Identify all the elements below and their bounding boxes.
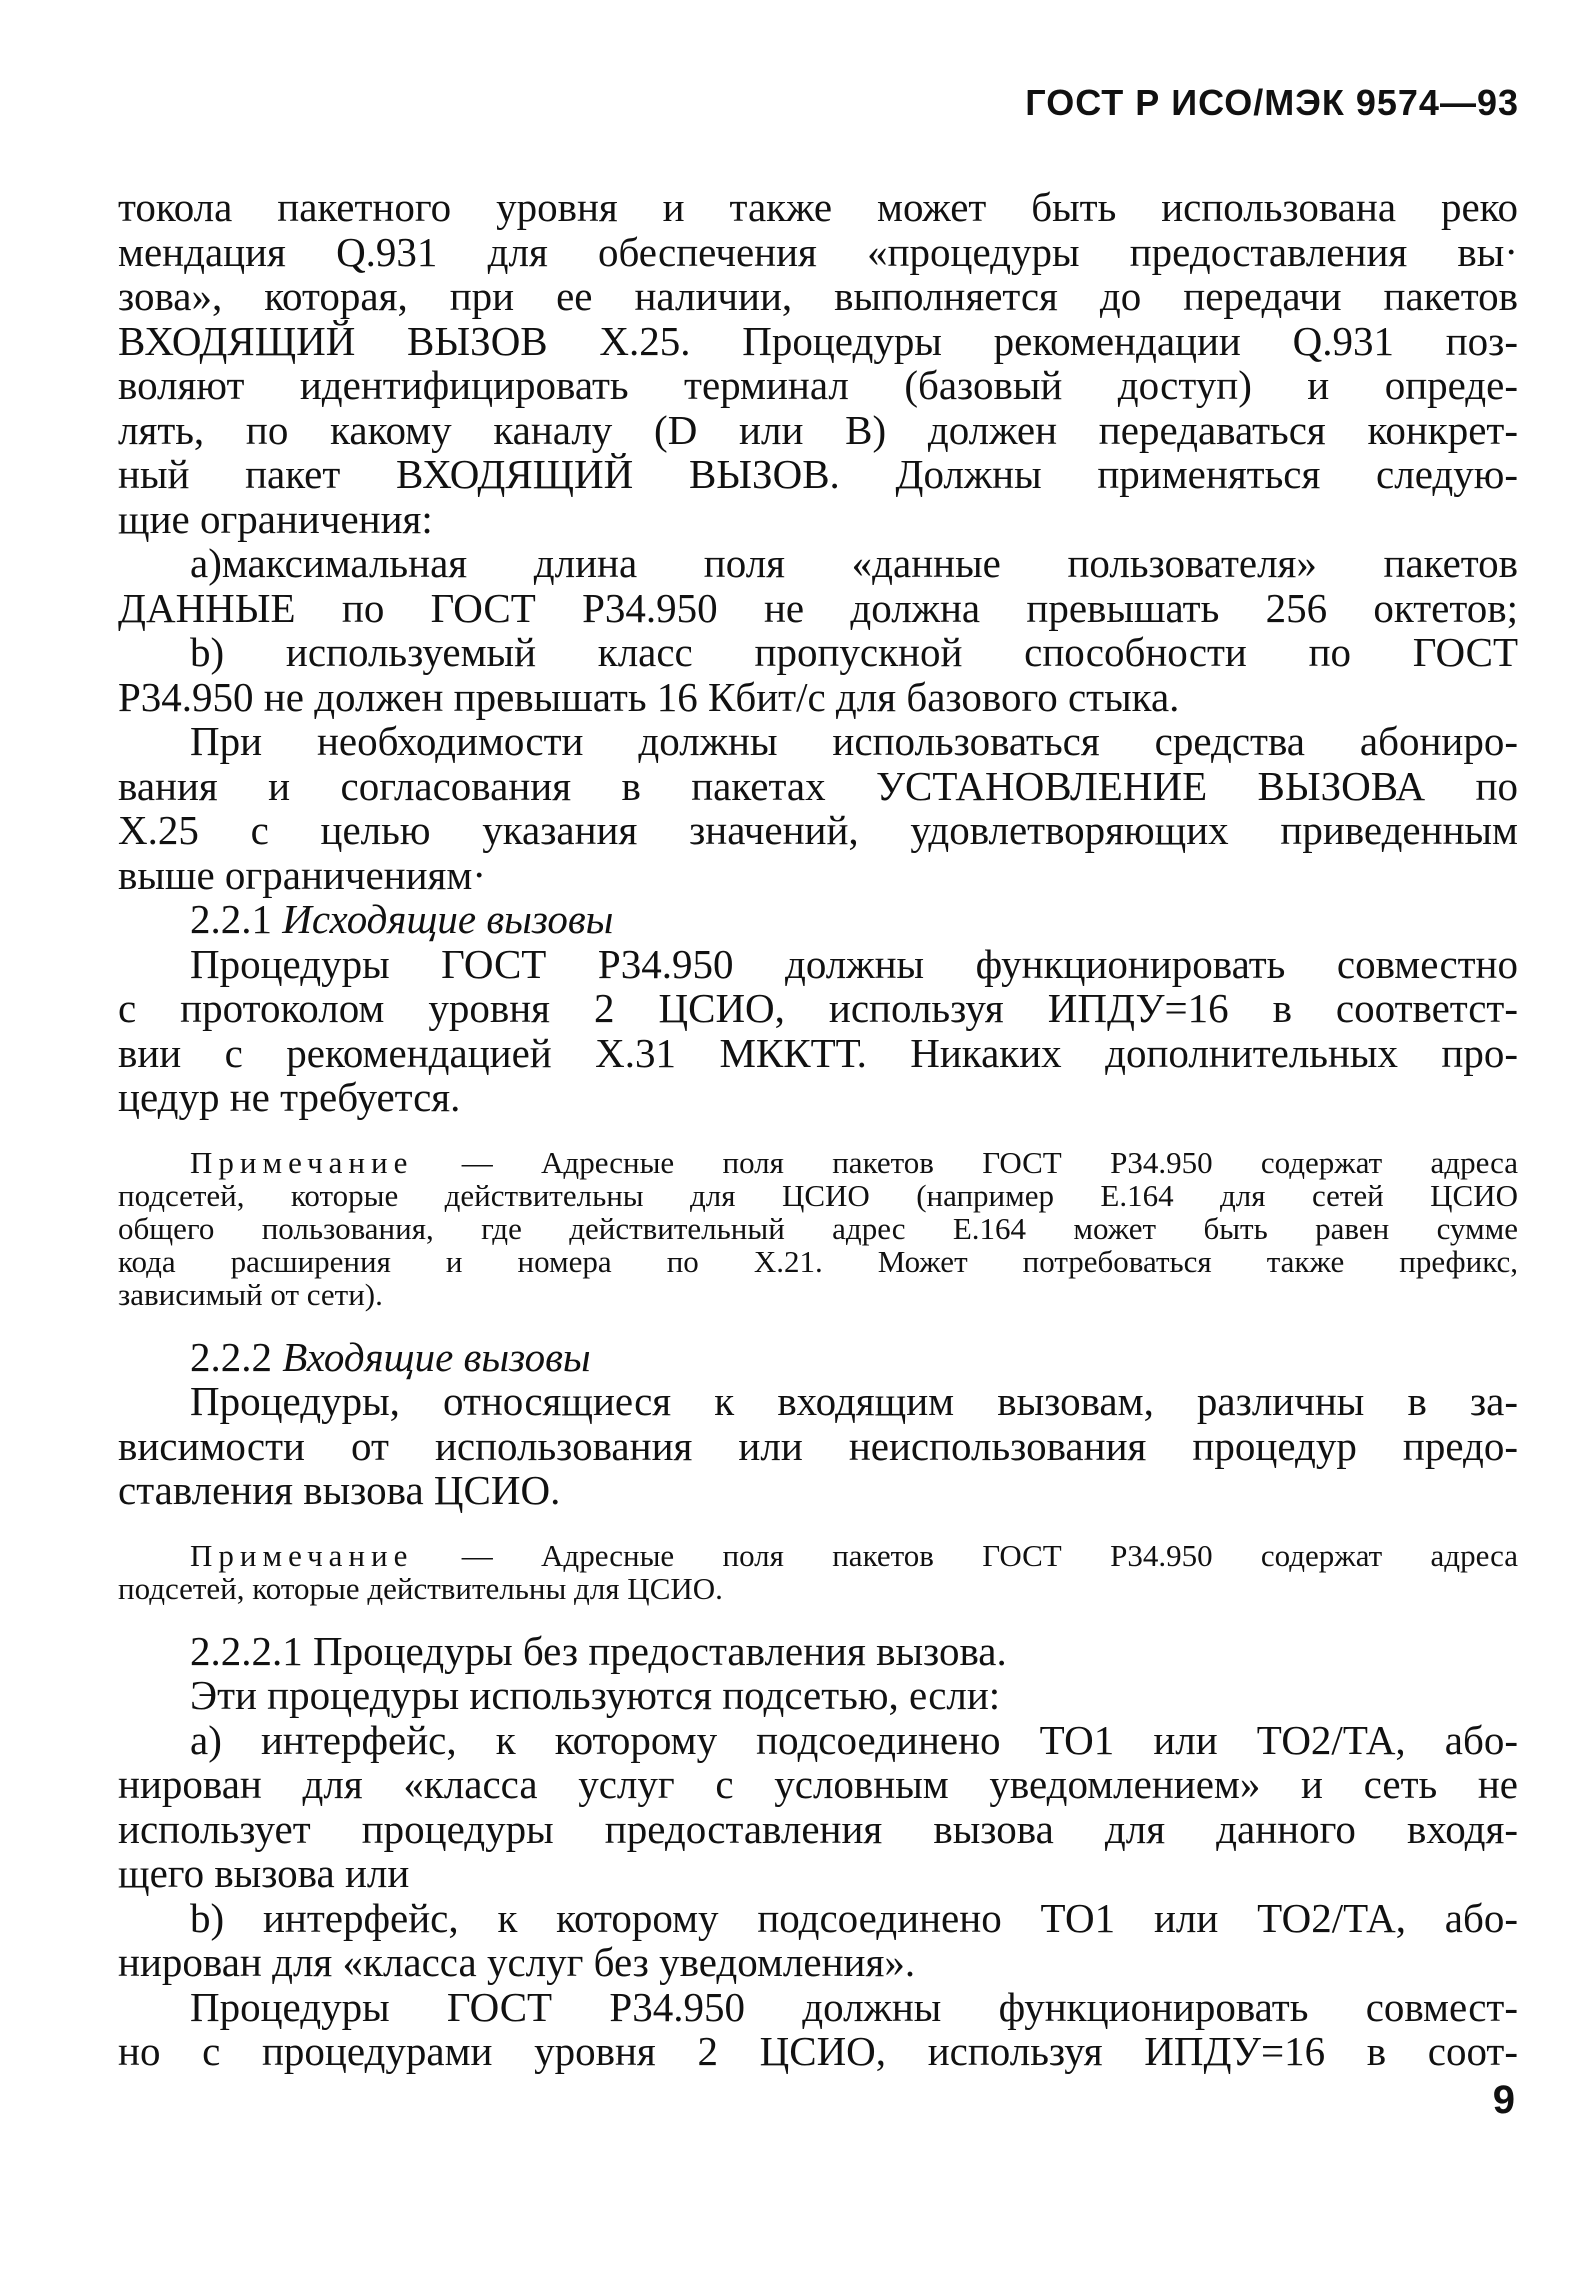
text-line: цедур не требуется. (118, 1074, 461, 1120)
section-number: 2.2.2 (190, 1333, 272, 1380)
list-item-a (118, 1718, 1518, 1896)
text-line: нирован для «класса услуг без уведомления». (118, 1939, 916, 1985)
text-line: токола пакетного уровня и также может быть использована реко (118, 184, 1518, 230)
list-item-a (118, 541, 1518, 630)
section-heading-2-2-1 (118, 897, 1518, 942)
text-line: ДАННЫЕ по ГОСТ Р34.950 не должна превышать 256 октетов; (118, 584, 1518, 631)
text-line: воляют идентифицировать терминал (базовый доступ) и опреде- (118, 362, 1518, 408)
text-line: Процедуры ГОСТ Р34.950 должны функционировать совмест- (190, 1983, 1518, 2030)
text-line: b) интерфейс, к которому подсоединено ТО1 или ТО2/ТА, або- (190, 1894, 1518, 1941)
text-line: ВХОДЯЩИЙ ВЫЗОВ X.25. Процедуры рекомендации Q.931 поз- (118, 317, 1518, 364)
text-line: лять, по какому каналу (D или В) должен передаваться конкрет- (118, 406, 1518, 453)
text-line: мендация Q.931 для обеспечения «процедуры предоставления вы· (118, 228, 1518, 275)
text-line: ставления вызова ЦСИО. (118, 1467, 561, 1513)
note-2 (118, 1539, 1518, 1605)
text-line: использует процедуры предоставления вызова для данного входя- (118, 1805, 1518, 1852)
section-title: Входящие вызовы (282, 1333, 591, 1380)
note-line: зависимый от сети). (118, 1276, 383, 1312)
text-line: с протоколом уровня 2 ЦСИО, используя ИПДУ=16 в соответст- (118, 985, 1518, 1031)
list-item-b (118, 1896, 1518, 1985)
page-header: ГОСТ Р ИСО/МЭК 9574—93 (1025, 82, 1519, 123)
paragraph (118, 942, 1518, 1120)
paragraph-intro: Эти процедуры используются подсетью, если: (190, 1672, 1001, 1718)
paragraph-continuation (118, 185, 1518, 541)
text-line: а)максимальная длина поля «данные пользователя» пакетов (190, 540, 1518, 586)
text-line: нирован для «класса услуг с условным уведомлением» и сеть не (118, 1761, 1518, 1807)
section-heading-2-2-2-1: 2.2.2.1 Процедуры без предоставления вызова. (190, 1627, 1007, 1674)
text-line: вии с рекомендацией X.31 МККТТ. Никаких дополнительных про- (118, 1029, 1518, 1076)
text-line: зова», которая, при ее наличии, выполняется до передачи пакетов (118, 273, 1518, 319)
text-line: но с процедурами уровня 2 ЦСИО, используя ИПДУ=16 в соот- (118, 2028, 1518, 2074)
text-line: выше ограничениям· (118, 851, 486, 898)
note-first-line (118, 1146, 1518, 1179)
section-title: Исходящие вызовы (282, 896, 614, 942)
note-first-line (118, 1539, 1518, 1572)
note-1 (118, 1146, 1518, 1311)
section-heading-2-2-2 (118, 1335, 1518, 1380)
note-line: кода расширения и номера по X.21. Может потребоваться также префикс, (118, 1243, 1518, 1279)
list-item-b (118, 630, 1518, 719)
text-line: Процедуры, относящиеся к входящим вызовам, различны в за- (190, 1378, 1518, 1424)
page-number: 9 (1492, 2078, 1515, 2122)
text-line: ный пакет ВХОДЯЩИЙ ВЫЗОВ. Должны применяться следую- (118, 451, 1518, 497)
text-line: X.25 с целью указания значений, удовлетворяющих приведенным (118, 807, 1518, 853)
text-line: щего вызова или (118, 1850, 410, 1896)
paragraph (118, 1985, 1518, 2074)
note-label: Примечание (190, 1537, 414, 1573)
paragraph (118, 719, 1518, 897)
main-text (118, 185, 1518, 2074)
text-line: щие ограничения: (118, 495, 433, 542)
text-line: висимости от использования или неиспользования процедур предо- (118, 1422, 1518, 1469)
text-line: Р34.950 не должен превышать 16 Кбит/с для базового стыка. (118, 673, 1180, 720)
note-line: подсетей, которые действительны для ЦСИО. (118, 1570, 723, 1606)
text-line: При необходимости должны использоваться средства абониро- (190, 718, 1518, 764)
paragraph (118, 1379, 1518, 1513)
note-line: общего пользования, где действительный адрес Е.164 может быть равен сумме (118, 1210, 1518, 1246)
note-text: — Адресные поля пакетов ГОСТ Р34.950 содержат адреса (461, 1144, 1518, 1180)
section-number: 2.2.1 (190, 896, 272, 942)
note-text: — Адресные поля пакетов ГОСТ Р34.950 содержат адреса (461, 1537, 1518, 1573)
text-line: b) используемый класс пропускной способности по ГОСТ (190, 629, 1518, 675)
text-line: Процедуры ГОСТ Р34.950 должны функционировать совместно (190, 940, 1518, 987)
text-line: а) интерфейс, к которому подсоединено ТО1 или ТО2/ТА, або- (190, 1716, 1518, 1763)
note-line: подсетей, которые действительны для ЦСИО (например Е.164 для сетей ЦСИО (118, 1177, 1518, 1213)
note-label: Примечание (190, 1144, 414, 1180)
text-line: вания и согласования в пакетах УСТАНОВЛЕНИЕ ВЫЗОВА по (118, 762, 1518, 809)
